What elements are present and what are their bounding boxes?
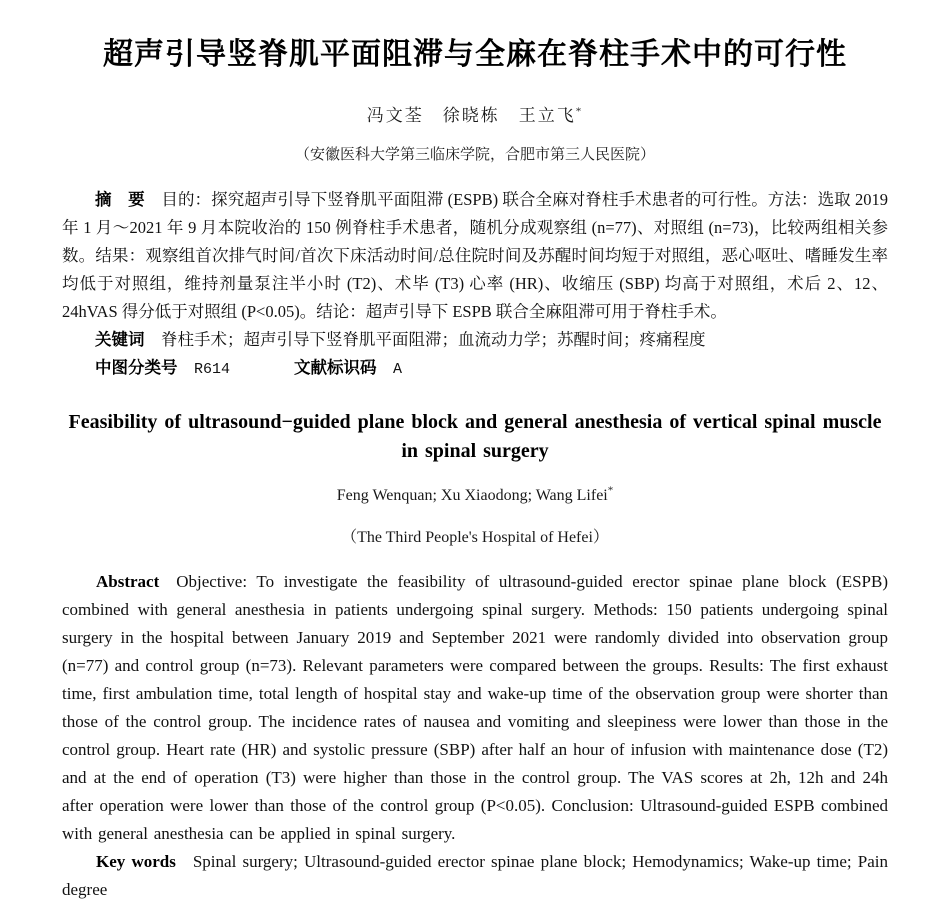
keywords-zh-label: 关键词: [95, 331, 145, 349]
abstract-en-body: Objective: To investigate the feasibility of ultrasound-guided erector spinae plane block (ESPB) combined with general anesthesia in patients undergoing spinal surgery. Methods: 150 patients undergoing spinal surgery in the hospital between January 2019 and September 2021 were randomly divided into observation group (n=77) and control group (n=73). Relevant parameters were compared between the groups. Results: The first exhaust time, first ambulation time, total length of hospital stay and wake-up time of the observation group were shorter than those of the control group. The incidence rates of nausea and vomiting and sleepiness were lower than those in the control group. Heart rate (HR) and systolic pressure (SBP) after half an hour of infusion with maintenance dose (T2) and at the end of operation (T3) were higher than those in the control group. The VAS scores at 2h, 12h and 24h after operation were lower than those of the control group (P<0.05). Conclusion: Ultrasound-guided ESPB combined with general anesthesia can be applied in spinal surgery.: [62, 572, 888, 843]
paper-title-zh: 超声引导竖脊肌平面阻滞与全麻在脊柱手术中的可行性: [103, 38, 847, 71]
authors-en: [62, 484, 888, 505]
document-code-value: A: [393, 361, 403, 378]
authors-en-names: Feng Wenquan; Xu Xiaodong; Wang Lifei: [336, 487, 608, 504]
abstract-en-label: Abstract: [96, 572, 160, 591]
clc-label: 中图分类号: [95, 359, 178, 377]
authors-zh-names: 冯文荃 徐晓栋 王立飞: [366, 106, 576, 125]
authors-zh: [62, 101, 888, 126]
abstract-zh: [62, 186, 888, 326]
keywords-en-label: Key words: [96, 852, 176, 871]
classification-line: [62, 354, 888, 384]
keywords-zh: [62, 326, 888, 354]
paper-title-en: Feasibility of ultrasound−guided plane block and general anesthesia of vertical spinal muscle in spinal surgery: [68, 411, 882, 462]
keywords-en: [62, 848, 888, 904]
corresponding-author-mark: *: [575, 105, 584, 118]
clc-value: R614: [194, 361, 231, 378]
affiliation-zh: （安徽医科大学第三临床学院，合肥市第三人民医院）: [294, 147, 655, 163]
corresponding-author-mark-en: *: [607, 484, 614, 497]
abstract-zh-body: 目的：探究超声引导下竖脊肌平面阻滞 (ESPB) 联合全麻对脊柱手术患者的可行性。方法：选取 2019 年 1 月～2021 年 9 月本院收治的 150 例脊柱手术患者，随机分成观察组 (n=77)、对照组 (n=73)，比较两组相关参数。结果：观察组首次排气时间/首次下床活动时间/总住院时间及苏醒时间均短于对照组，恶心呕吐、嗜睡发生率均低于对照组，维持剂量泵注半小时 (T2)、术毕 (T3) 心率 (HR)、收缩压 (SBP) 均高于对照组，术后 2、12、24hVAS 得分低于对照组 (P<0.05)。结论：超声引导下 ESPB 联合全麻阻滞可用于脊柱手术。: [62, 190, 888, 321]
keywords-zh-body: 脊柱手术；超声引导下竖脊肌平面阻滞；血流动力学；苏醒时间；疼痛程度: [161, 330, 706, 349]
document-code-label: 文献标识码: [294, 359, 377, 377]
abstract-en: [62, 568, 888, 848]
affiliation-en: （The Third People's Hospital of Hefei）: [341, 529, 609, 546]
keywords-en-body: Spinal surgery; Ultrasound-guided erector spinae plane block; Hemodynamics; Wake-up time; Pain degree: [62, 852, 888, 899]
abstract-zh-label: 摘 要: [95, 191, 145, 209]
